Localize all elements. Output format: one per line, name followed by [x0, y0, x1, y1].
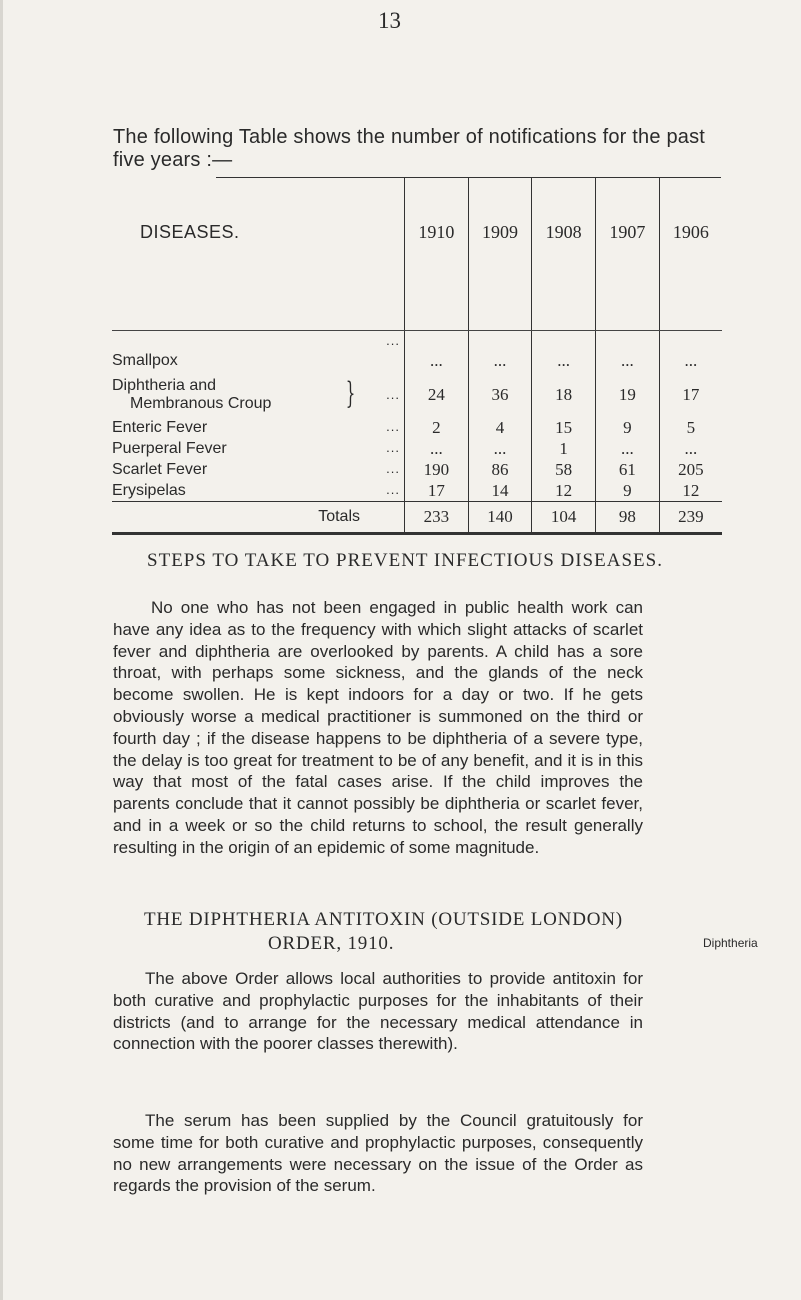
disease-name: Enteric Fever ...	[112, 418, 400, 436]
value-cell: ...	[532, 331, 596, 374]
paragraph-order: The above Order allows local authorities to provide antitoxin for both curative and prophylactic purposes for the inhabitants of their districts (and to arrange for the necessary medical attendance in connection with the poorer classes therewith).	[113, 969, 643, 1054]
totals-row	[112, 502, 722, 534]
table-row	[112, 417, 722, 438]
value-cell: ...	[468, 331, 532, 374]
section-heading-antitoxin: THE DIPHTHERIA ANTITOXIN (OUTSIDE LONDON) ORDER, 1910.	[144, 909, 623, 954]
total-cell: 98	[596, 502, 660, 534]
year-header: 1906	[659, 178, 722, 331]
table-row	[112, 438, 722, 459]
disease-name: Diphtheria and Membranous Croup } ...	[112, 376, 400, 412]
totals-label: Totals	[112, 502, 405, 534]
disease-name: Scarlet Fever ...	[112, 460, 400, 478]
table-row	[112, 480, 722, 502]
value-cell: 190	[405, 459, 469, 480]
notifications-table	[112, 178, 722, 535]
value-cell: ...	[468, 438, 532, 459]
value-cell: 86	[468, 459, 532, 480]
page-number: 13	[378, 8, 401, 33]
total-cell: 233	[405, 502, 469, 534]
value-cell: 15	[532, 417, 596, 438]
year-header: 1907	[596, 178, 660, 331]
value-cell: 18	[532, 373, 596, 417]
year-header: 1908	[532, 178, 596, 331]
value-cell: 17	[405, 480, 469, 502]
total-cell: 104	[532, 502, 596, 534]
paragraph-steps: No one who has not been engaged in public health work can have any idea as to the frequency with which slight attacks of scarlet fever and diphtheria are overlooked by parents. A child has a sore throat, with perhaps some sickness, and the glands of the neck become swollen. He is kept indoors for a day or two. If he gets obviously worse a medical practitioner is summoned on the third or fourth day ; if the disease happens to be diphtheria of a severe type, the delay is too great for treatment to be of any benefit, and it is in this way that most of the fatal cases arise. If the child improves the parents conclude that it cannot possibly be diphtheria or scarlet fever, and in a week or so the child returns to school, the result generally resulting in the origin of an epidemic of some magnitude.	[113, 598, 643, 857]
diseases-header: DISEASES.	[112, 178, 405, 331]
paragraph-serum: The serum has been supplied by the Council gratuitously for some time for both curative and prophylactic purposes, consequently no new arrangements were necessary on the issue of the Order as regards the provision of the serum.	[113, 1111, 643, 1196]
table-row	[112, 459, 722, 480]
value-cell: ...	[596, 438, 660, 459]
value-cell: 19	[596, 373, 660, 417]
value-cell: 9	[596, 417, 660, 438]
margin-note: Diphtheria	[703, 936, 758, 950]
value-cell: ...	[659, 438, 722, 459]
table-row	[112, 331, 722, 374]
disease-name: Smallpox ...	[112, 333, 400, 369]
value-cell: 17	[659, 373, 722, 417]
value-cell: 9	[596, 480, 660, 502]
total-cell: 239	[659, 502, 722, 534]
value-cell: 205	[659, 459, 722, 480]
value-cell: 5	[659, 417, 722, 438]
table-row	[112, 373, 722, 417]
value-cell: 4	[468, 417, 532, 438]
value-cell: 12	[532, 480, 596, 502]
value-cell: ...	[659, 331, 722, 374]
value-cell: 1	[532, 438, 596, 459]
total-cell: 140	[468, 502, 532, 534]
value-cell: 61	[596, 459, 660, 480]
year-header: 1909	[468, 178, 532, 331]
value-cell: 58	[532, 459, 596, 480]
value-cell: ...	[405, 331, 469, 374]
value-cell: ...	[405, 438, 469, 459]
disease-name: Puerperal Fever ...	[112, 439, 400, 457]
value-cell: 12	[659, 480, 722, 502]
table-header-row	[112, 178, 722, 331]
disease-name: Erysipelas ...	[112, 481, 400, 499]
section-heading-steps: STEPS TO TAKE TO PREVENT INFECTIOUS DISEASES.	[147, 550, 663, 571]
page-edge	[0, 0, 3, 1300]
intro-text: The following Table shows the number of notifications for the past five years :—	[113, 126, 706, 171]
brace-mark: }	[345, 376, 356, 411]
value-cell: 14	[468, 480, 532, 502]
value-cell: 2	[405, 417, 469, 438]
value-cell: 24	[405, 373, 469, 417]
year-header: 1910	[405, 178, 469, 331]
value-cell: ...	[596, 331, 660, 374]
value-cell: 36	[468, 373, 532, 417]
